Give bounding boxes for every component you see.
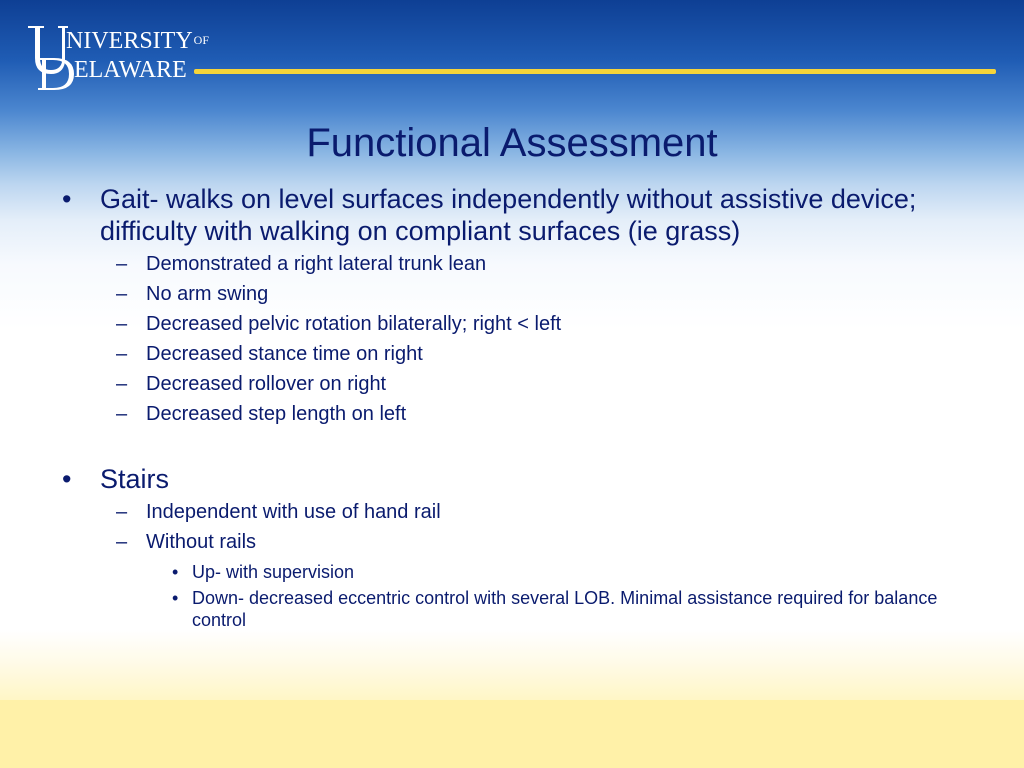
sub-bullet xyxy=(100,279,976,309)
sub-bullet xyxy=(100,399,976,429)
sub-bullet-text: Demonstrated a right lateral trunk lean xyxy=(146,253,487,275)
bullet-text: Gait- walks on level surfaces independently without assistive device; difficulty with walking on compliant surfaces (ie grass) xyxy=(100,184,917,246)
bullet-marker: • xyxy=(172,588,179,608)
dash-marker: – xyxy=(116,501,128,523)
dash-marker: – xyxy=(116,373,128,395)
sub-sub-bullet xyxy=(146,587,976,631)
sub-bullet-text: Without rails xyxy=(146,531,257,553)
bullet-marker: • xyxy=(172,562,179,582)
sub-bullet-text: Independent with use of hand rail xyxy=(146,501,441,523)
sub-bullet xyxy=(100,497,976,527)
sub-bullet-list xyxy=(100,497,976,631)
sub-bullet-text: Decreased step length on left xyxy=(146,403,407,425)
sub-sub-bullet-list xyxy=(146,561,976,631)
logo-university-text xyxy=(66,28,209,53)
dash-marker: – xyxy=(116,343,128,365)
sub-sub-bullet-text: Up- with supervision xyxy=(192,562,355,582)
sub-bullet-text: Decreased pelvic rotation bilaterally; right < left xyxy=(146,313,562,335)
sub-bullet-text: Decreased stance time on right xyxy=(146,343,423,365)
sub-sub-bullet xyxy=(146,561,976,583)
dash-marker: – xyxy=(116,531,128,553)
sub-bullet xyxy=(100,309,976,339)
sub-bullet xyxy=(100,339,976,369)
bullet-marker: • xyxy=(62,464,72,494)
sub-bullet-text: No arm swing xyxy=(146,283,269,305)
sub-bullet xyxy=(100,369,976,399)
dash-marker: – xyxy=(116,253,128,275)
logo-delaware-word: ELAWARE xyxy=(74,57,187,83)
dash-marker: – xyxy=(116,403,128,425)
dash-marker: – xyxy=(116,313,128,335)
logo-university-word: NIVERSITY xyxy=(66,28,193,54)
bullet-text: Stairs xyxy=(100,464,170,494)
header-rule xyxy=(194,69,996,74)
footer-band xyxy=(0,700,1024,768)
logo-of-word: OF xyxy=(193,33,209,47)
sub-bullet-text: Decreased rollover on right xyxy=(146,373,387,395)
sub-sub-bullet-text: Down- decreased eccentric control with several LOB. Minimal assistance required for balance control xyxy=(192,588,938,630)
sub-bullet-list xyxy=(100,249,976,429)
slide-title: Functional Assessment xyxy=(306,121,718,165)
slide-content xyxy=(56,183,976,631)
sub-bullet xyxy=(100,249,976,279)
sub-bullet xyxy=(100,527,976,631)
university-logo xyxy=(24,18,209,92)
bullet-marker: • xyxy=(62,184,72,214)
dash-marker: – xyxy=(116,283,128,305)
bullet-list xyxy=(56,183,976,631)
bullet-gait xyxy=(56,183,976,429)
bullet-stairs xyxy=(56,463,976,631)
